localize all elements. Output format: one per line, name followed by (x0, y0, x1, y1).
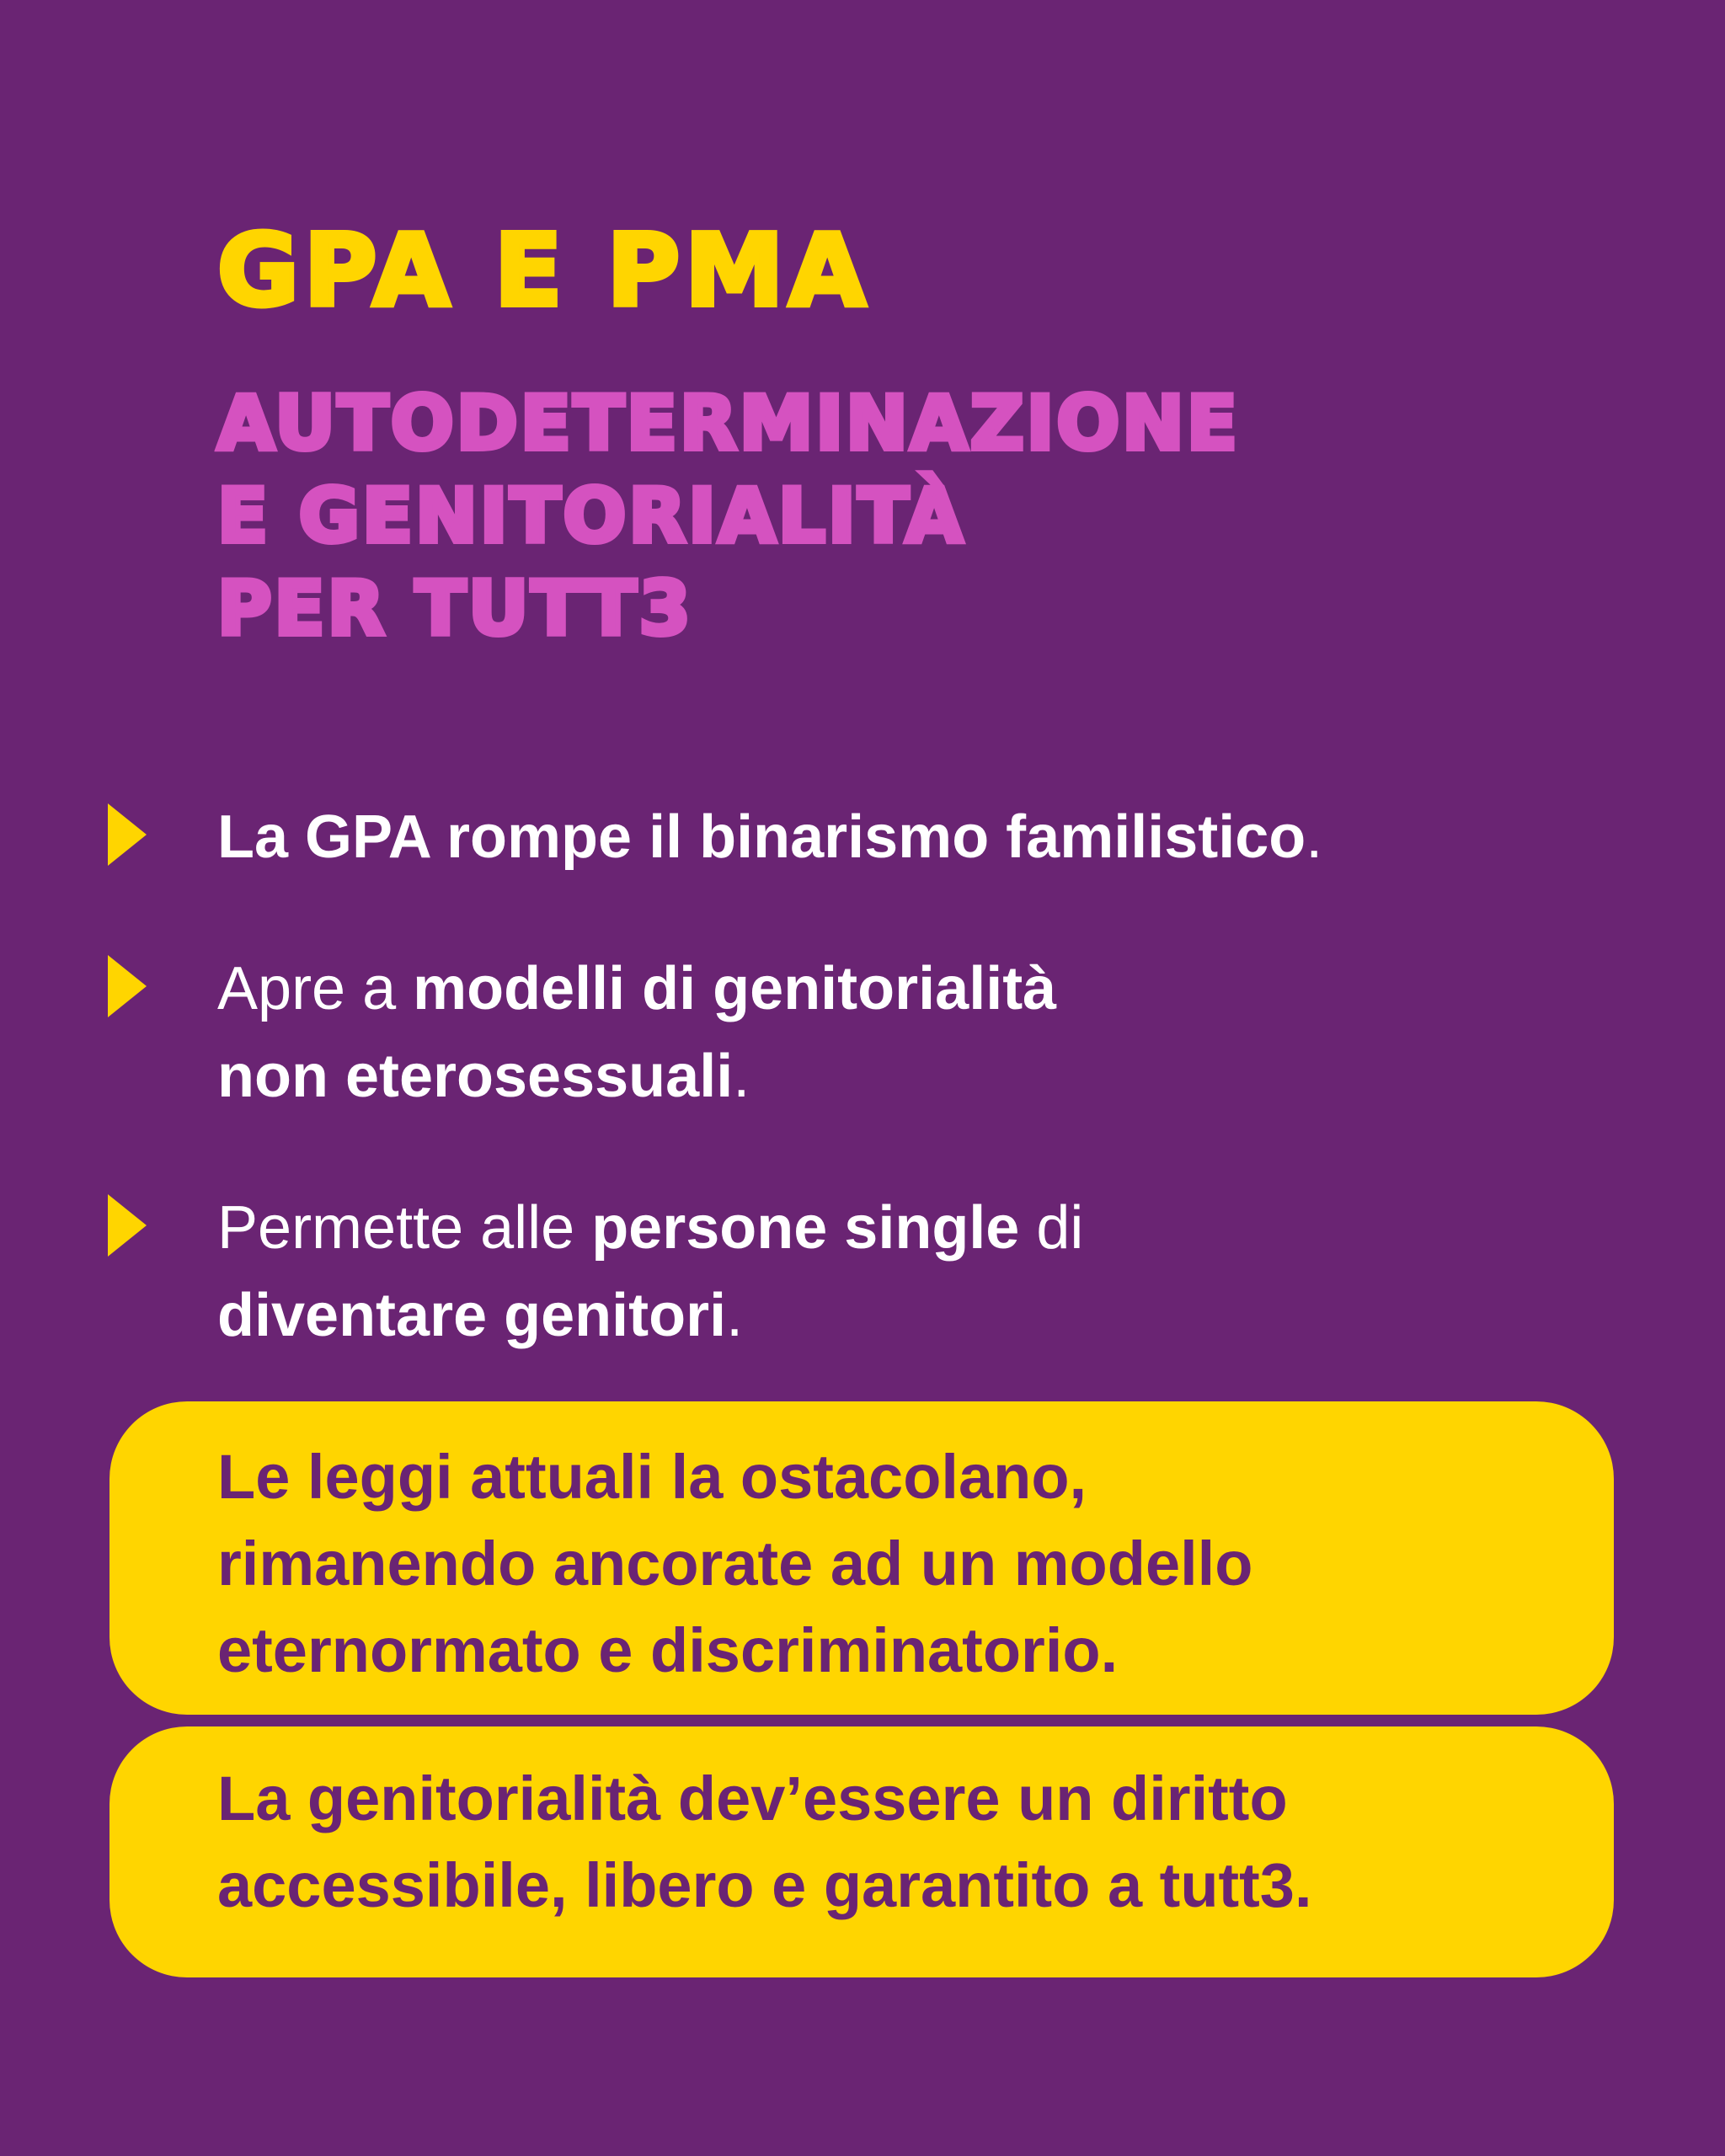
poster-subtitle (217, 377, 1240, 655)
triangle-arrow-icon (108, 955, 147, 1017)
callout-line: Le leggi attuali la ostacolano, (217, 1442, 1087, 1512)
bullet-text-bold: non eterosessuali (217, 1043, 734, 1110)
callout-line: accessibile, libero e garantito a tutt3. (217, 1850, 1312, 1920)
bullet-text (217, 1272, 743, 1359)
bullet-text-plain: Permette alle (217, 1194, 592, 1262)
triangle-arrow-icon (108, 803, 147, 866)
callout-line: La genitorialità dev’essere un diritto (217, 1764, 1288, 1833)
bullet-text-bold: diventare genitori (217, 1282, 727, 1349)
callout-box (109, 1401, 1614, 1715)
bullet-text (217, 1184, 1083, 1272)
bullet-text-plain: . (726, 1282, 744, 1349)
bullet-text-bold: persone single (591, 1194, 1020, 1262)
bullet-text (217, 945, 1056, 1033)
subtitle-line: AUTODETERMINAZIONE (217, 380, 1240, 467)
callout-line: eternormato e discriminatorio. (217, 1615, 1119, 1685)
bullet-text-plain: . (733, 1043, 750, 1110)
bullet-text-bold: modelli di genitorialità (413, 955, 1057, 1022)
bullet-text-bold: La GPA rompe il binarismo familistico (217, 803, 1306, 871)
bullet-text-plain: Apre a (217, 955, 414, 1022)
callout-box (109, 1726, 1614, 1977)
triangle-arrow-icon (108, 1194, 147, 1257)
subtitle-line: PER TUTT3 (217, 565, 693, 652)
bullet-text-plain: . (1306, 803, 1323, 871)
bullet-text-plain: di (1019, 1194, 1084, 1262)
callout-line: rimanendo ancorate ad un modello (217, 1529, 1253, 1598)
bullet-text (217, 793, 1322, 881)
poster-title: GPA E PMA (217, 212, 871, 328)
subtitle-line: E GENITORIALITÀ (217, 472, 966, 559)
bullet-text (217, 1033, 750, 1120)
